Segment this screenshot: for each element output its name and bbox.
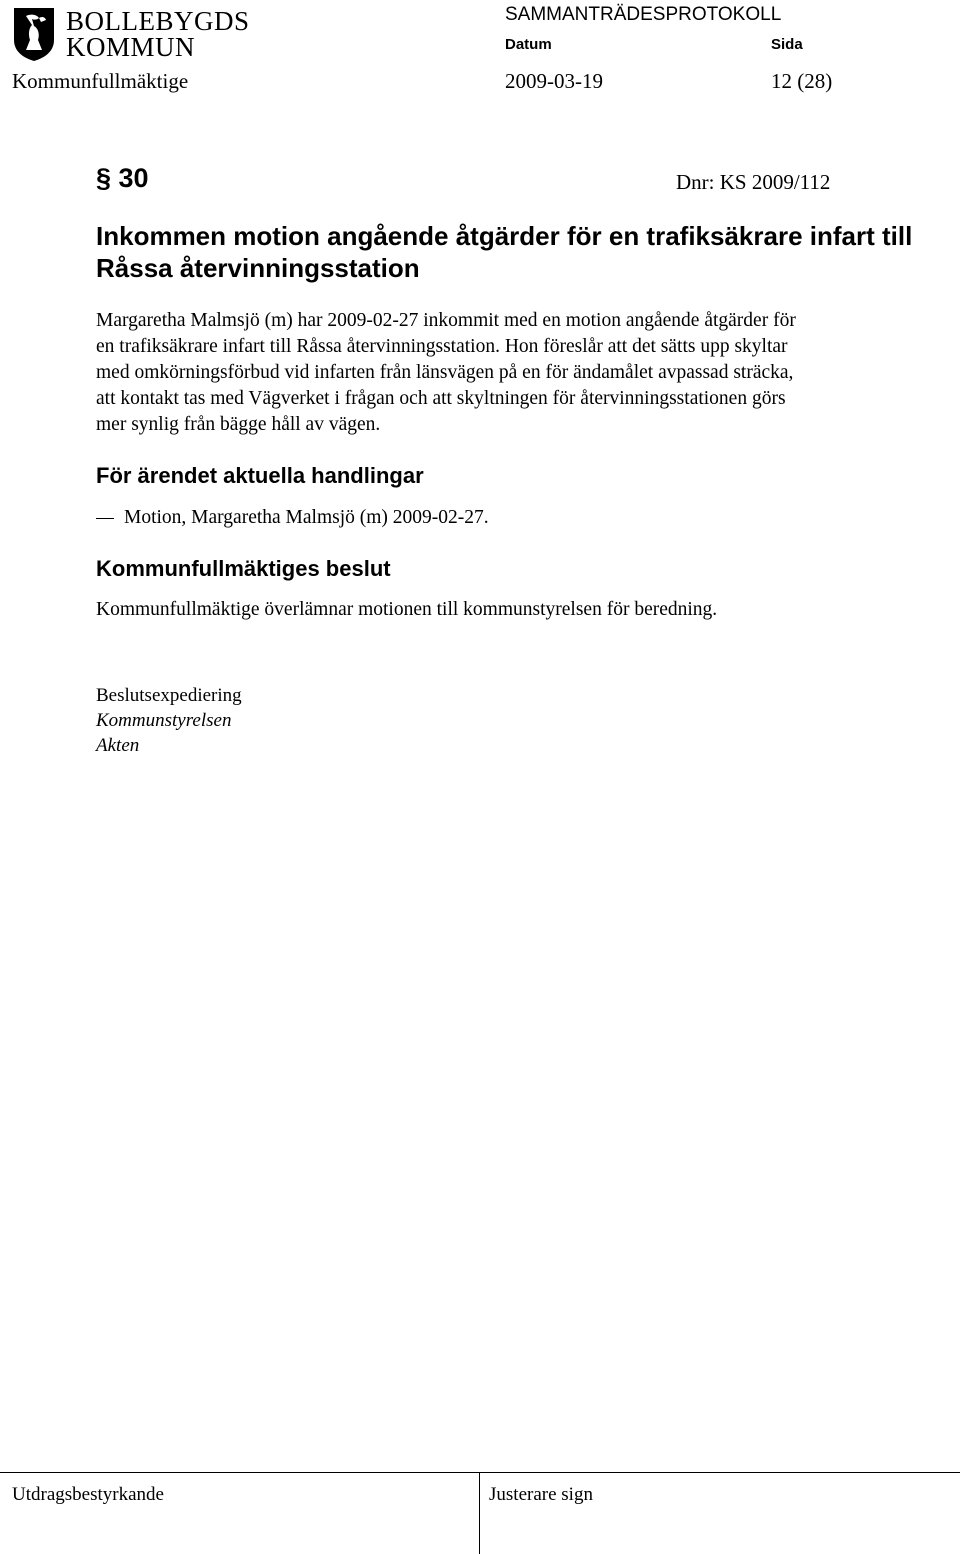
document-item-text: Motion, Margaretha Malmsjö (m) 2009-02-27. — [124, 507, 489, 528]
body-line: med omkörningsförbud vid infarten från länsvägen på en för ändamålet avpassad sträcka, — [96, 362, 794, 383]
municipal-coat-of-arms-icon — [12, 6, 56, 62]
motion-description — [96, 308, 796, 438]
footer-rule — [0, 1472, 960, 1473]
body-line: att kontakt tas med Vägverket i frågan och att skyltningen för återvinningsstationen görs — [96, 388, 786, 409]
dispatch-recipient: Akten — [96, 735, 140, 756]
certification-label: Utdragsbestyrkande — [12, 1484, 164, 1505]
meeting-date: 2009-03-19 — [505, 69, 603, 93]
decision-heading: Kommunfullmäktiges beslut — [96, 556, 391, 581]
adjuster-signature-label: Justerare sign — [489, 1484, 593, 1505]
body-name: Kommunfullmäktige — [12, 69, 189, 93]
footer-divider — [479, 1472, 480, 1554]
dispatch-label: Beslutsexpediering — [96, 685, 242, 706]
document-type: SAMMANTRÄDESPROTOKOLL — [505, 4, 782, 25]
page-label: Sida — [771, 36, 803, 53]
body-line: mer synlig från bägge håll av vägen. — [96, 414, 381, 435]
documents-heading: För ärendet aktuella handlingar — [96, 463, 424, 488]
date-label: Datum — [505, 36, 552, 53]
documents-list — [96, 505, 489, 531]
body-line: Margaretha Malmsjö (m) har 2009-02-27 inkommit med en motion angående åtgärder för — [96, 310, 796, 331]
section-paragraph-number: § 30 — [96, 163, 149, 193]
decision-text: Kommunfullmäktige överlämnar motionen till kommunstyrelsen för beredning. — [96, 599, 718, 620]
body-line: en trafiksäkrare infart till Råssa återvinningsstation. Hon föreslår att det sätts upp skyltar — [96, 336, 788, 357]
organization-name-line-1: BOLLEBYGDS — [66, 6, 250, 36]
dash-bullet-icon — [96, 518, 114, 519]
list-item — [96, 505, 489, 531]
page-number: 12 (28) — [771, 69, 833, 93]
section-title: Inkommen motion angående åtgärder för en trafiksäkrare infart till Råssa återvinningsstation — [96, 221, 913, 283]
organization-name-line-2: KOMMUN — [66, 32, 196, 62]
diary-number: Dnr: KS 2009/112 — [676, 170, 831, 194]
dispatch-block — [96, 683, 242, 758]
dispatch-recipient: Kommunstyrelsen — [96, 710, 232, 731]
